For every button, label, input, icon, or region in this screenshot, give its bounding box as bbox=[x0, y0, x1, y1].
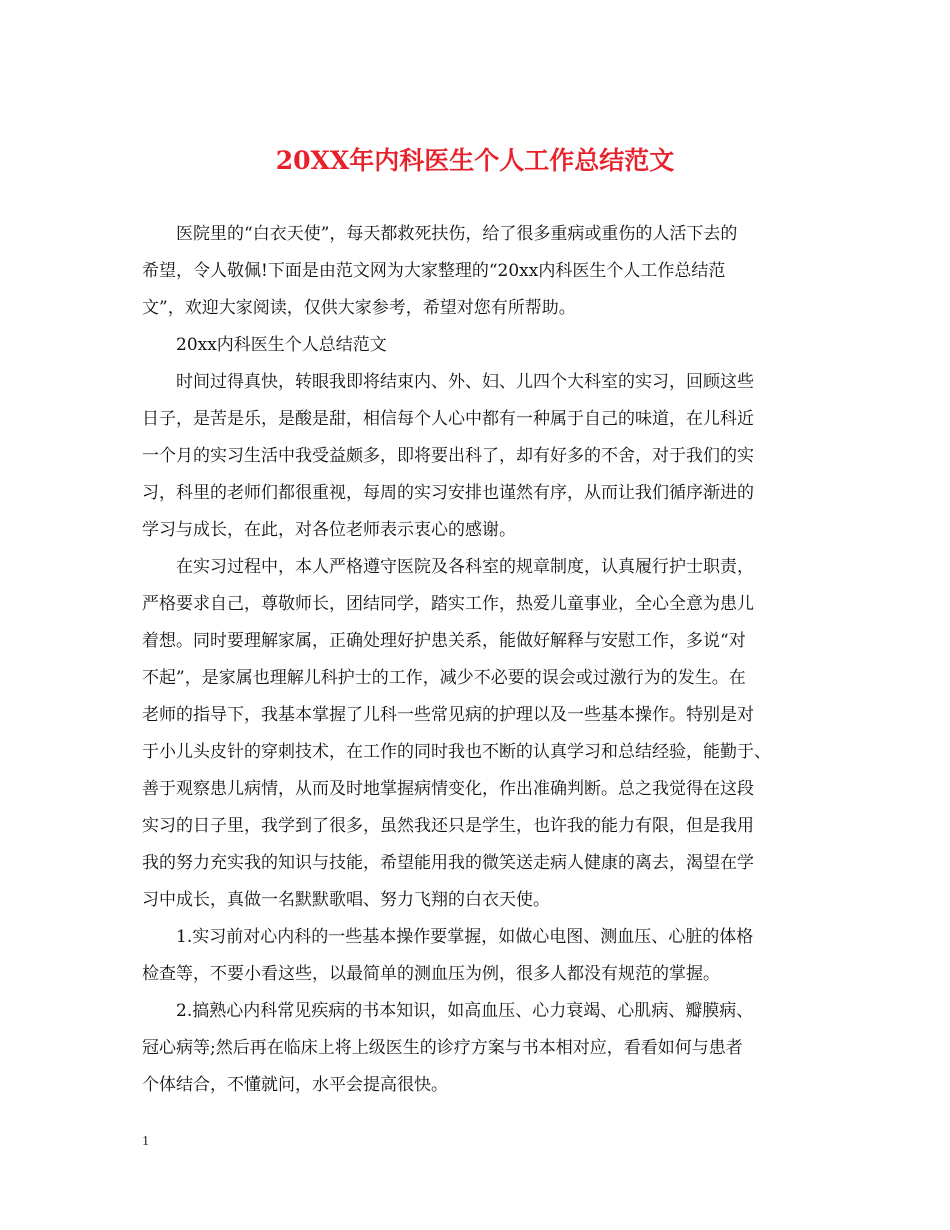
body-line: 于小儿头皮针的穿刺技术，在工作的同时我也不断的认真学习和总结经验，能勤于、 bbox=[142, 742, 771, 762]
section-heading: 20xx内科医生个人总结范文 bbox=[176, 335, 387, 355]
body-line: 文”，欢迎大家阅读，仅供大家参考，希望对您有所帮助。 bbox=[142, 298, 576, 318]
body-line: 医院里的“白衣天使”，每天都救死扶伤，给了很多重病或重伤的人活下去的 bbox=[176, 224, 738, 244]
body-line: 希望，令人敬佩!下面是由范文网为大家整理的“20xx内科医生个人工作总结范 bbox=[142, 261, 726, 281]
page-number: 1 bbox=[142, 1134, 149, 1149]
body-line: 习，科里的老师们都很重视，每周的实习安排也谨然有序，从而让我们循序渐进的 bbox=[142, 483, 754, 503]
document-title: 20XX年内科医生个人工作总结范文 bbox=[275, 146, 675, 175]
body-line: 我的努力充实我的知识与技能，希望能用我的微笑送走病人健康的离去，渴望在学 bbox=[142, 853, 754, 873]
body-line: 一个月的实习生活中我受益颇多，即将要出科了，却有好多的不舍，对于我们的实 bbox=[142, 446, 754, 466]
body-line: 老师的指导下，我基本掌握了儿科一些常见病的护理以及一些基本操作。特别是对 bbox=[142, 705, 754, 725]
document-body bbox=[142, 216, 822, 1104]
body-line: 着想。同时要理解家属，正确处理好护患关系，能做好解释与安慰工作，多说“对 bbox=[142, 631, 746, 651]
body-line: 严格要求自己，尊敬师长，团结同学，踏实工作，热爱儿童事业，全心全意为患儿 bbox=[142, 594, 754, 614]
list-item-line: 个体结合，不懂就问，水平会提高很快。 bbox=[142, 1075, 448, 1095]
body-line: 习中成长，真做一名默默歌唱、努力飞翔的白衣天使。 bbox=[142, 890, 550, 910]
body-line: 善于观察患儿病情，从而及时地掌握病情变化，作出准确判断。总之我觉得在这段 bbox=[142, 779, 754, 799]
list-item-line: 冠心病等;然后再在临床上将上级医生的诊疗方案与书本相对应，看看如何与患者 bbox=[142, 1038, 743, 1058]
body-line: 实习的日子里，我学到了很多，虽然我还只是学生，也许我的能力有限，但是我用 bbox=[142, 816, 754, 836]
body-line: 时间过得真快，转眼我即将结束内、外、妇、儿四个大科室的实习，回顾这些 bbox=[176, 372, 754, 392]
list-item-line: 2.搞熟心内科常见疾病的书本知识，如高血压、心力衰竭、心肌病、瓣膜病、 bbox=[176, 1001, 754, 1021]
body-line: 日子，是苦是乐，是酸是甜，相信每个人心中都有一种属于自己的味道，在儿科近 bbox=[142, 409, 754, 429]
list-item-line: 检查等，不要小看这些，以最简单的测血压为例，很多人都没有规范的掌握。 bbox=[142, 964, 720, 984]
list-item-line: 1.实习前对心内科的一些基本操作要掌握，如做心电图、测血压、心脏的体格 bbox=[176, 927, 754, 947]
body-line: 不起”，是家属也理解儿科护士的工作，减少不必要的误会或过激行为的发生。在 bbox=[142, 668, 746, 688]
body-line: 在实习过程中，本人严格遵守医院及各科室的规章制度，认真履行护士职责， bbox=[176, 557, 754, 577]
body-line: 学习与成长，在此，对各位老师表示衷心的感谢。 bbox=[142, 520, 516, 540]
